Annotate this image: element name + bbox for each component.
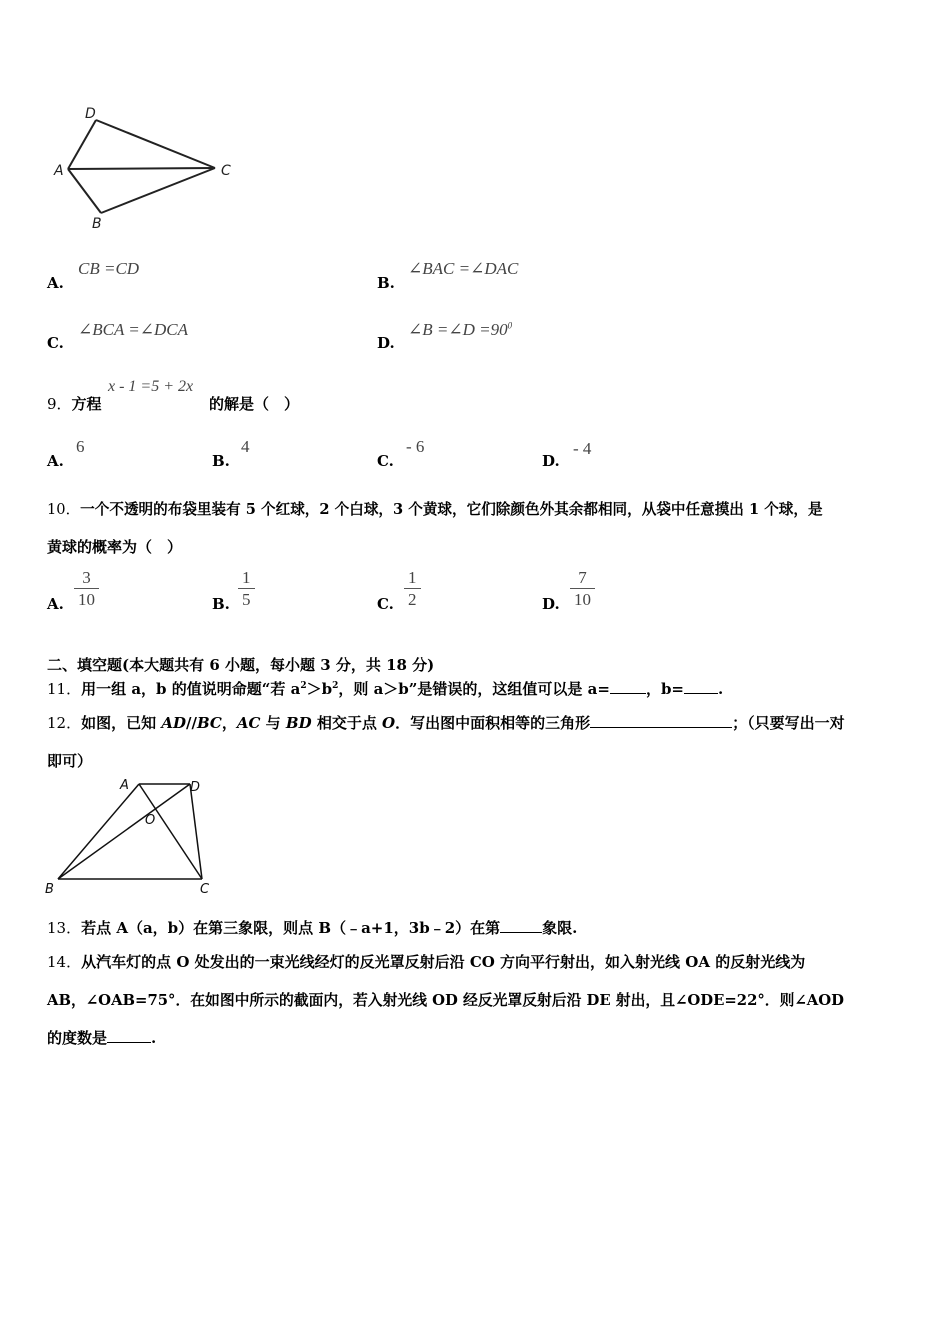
segment-ab [68,169,101,213]
q12-line2: 即可） [47,752,93,770]
q10-option-a-fraction: $\frac{3}{10}$ [74,568,99,611]
point-label-b: B [92,216,102,232]
q8-option-c-label: C. [47,334,64,352]
figure-q12-trapezoid [40,775,220,900]
segment-ac [68,168,215,169]
q9-option-b-label: B. [212,452,230,470]
q11-blank-b[interactable] [684,681,718,694]
q9-number: 9． [47,395,72,413]
q10-line1: 10．一个不透明的布袋里装有 5 个红球，2 个白球，3 个黄球，它们除颜色外其余都相同，从袋中任意摸出 1 个球，是 [47,501,823,518]
q10-option-a-label: A. [47,595,64,613]
point-label-o: O [145,813,156,828]
q10-option-d-label: D. [542,595,560,613]
q8-option-c-expr: ∠BCA =∠DCA [78,320,189,339]
q8-option-a-label: A. [47,274,64,292]
point-label-d: D [190,780,201,795]
q9-suffix: 的解是（ ） [209,395,300,413]
q14-line2: AB，∠OAB=75°．在如图中所示的截面内，若入射光线 OD 经反光罩反射后沿 DE 射出，且∠ODE=22°．则∠AOD [47,992,844,1009]
q9-option-a-value: 6 [76,437,85,456]
q14-answer-blank[interactable] [107,1030,151,1043]
q8-option-d-label: D. [377,334,395,352]
q9-option-d-label: D. [542,452,560,470]
q9-equation: x - 1 =5 + 2x [108,378,194,395]
point-label-c: C [221,163,231,179]
q10-option-b-fraction: $\frac{1}{5}$ [238,568,255,611]
q8-option-d-expr: ∠B =∠D $=90^0$ [408,320,513,339]
q9-option-c-label: C. [377,452,394,470]
q10-option-c-label: C. [377,595,394,613]
q9-option-b-value: 4 [241,437,250,456]
q8-option-b-label: B. [377,274,395,292]
q10-number: 10． [47,501,81,518]
section-2-heading: 二、填空题(本大题共有 6 小题，每小题 3 分，共 18 分) [47,656,435,674]
segment-ad [68,120,96,169]
q9-stem [47,393,102,414]
segment-bc [101,168,215,213]
point-label-c: C [200,882,210,897]
figure-q8-kite [48,100,248,235]
q9-option-a-label: A. [47,452,64,470]
q9-option-d-value: - 4 [573,439,592,458]
q13-answer-blank[interactable] [500,920,542,933]
q10-line2: 黄球的概率为（ ） [47,538,183,556]
q9-prefix: 方程 [71,395,102,413]
q10-option-d-fraction: $\frac{7}{10}$ [570,568,595,611]
q8-option-a-expr: CB =CD [78,259,140,278]
q11-blank-a[interactable] [610,681,646,694]
point-label-b: B [45,882,54,897]
q12-answer-blank[interactable] [590,715,732,728]
q8-option-b-expr: ∠BAC =∠DAC [408,259,519,278]
q10-option-b-label: B. [212,595,230,613]
segment-dc [96,120,215,168]
q14-line1: 14．从汽车灯的点 O 处发出的一束光线经灯的反光罩反射后沿 CO 方向平行射出，如入射光线 OA 的反射光线为 [47,953,806,971]
point-label-a: A [54,163,64,179]
segment-ab [58,784,139,879]
q10-option-c-fraction: $\frac{1}{2}$ [404,568,421,611]
q9-option-c-value: - 6 [406,437,425,456]
q14-line3: 的度数是 . [47,1029,157,1047]
q12-stem: 12．如图，已知 AD//BC，AC 与 BD 相交于点 O．写出图中面积相等的三角形 ；（只要写出一对 [47,714,845,732]
point-label-a: A [120,778,129,793]
q13-stem: 13．若点 A（a，b）在第三象限，则点 B（﹣a+1，3b﹣2）在第 象限. [47,919,578,937]
q11-stem: 11．用一组 a，b 的值说明命题“若 $a^2>b^2$，则 a＞b”是错误的，这组值可以是 a= ，b= . [47,680,724,698]
point-label-d: D [85,106,96,122]
